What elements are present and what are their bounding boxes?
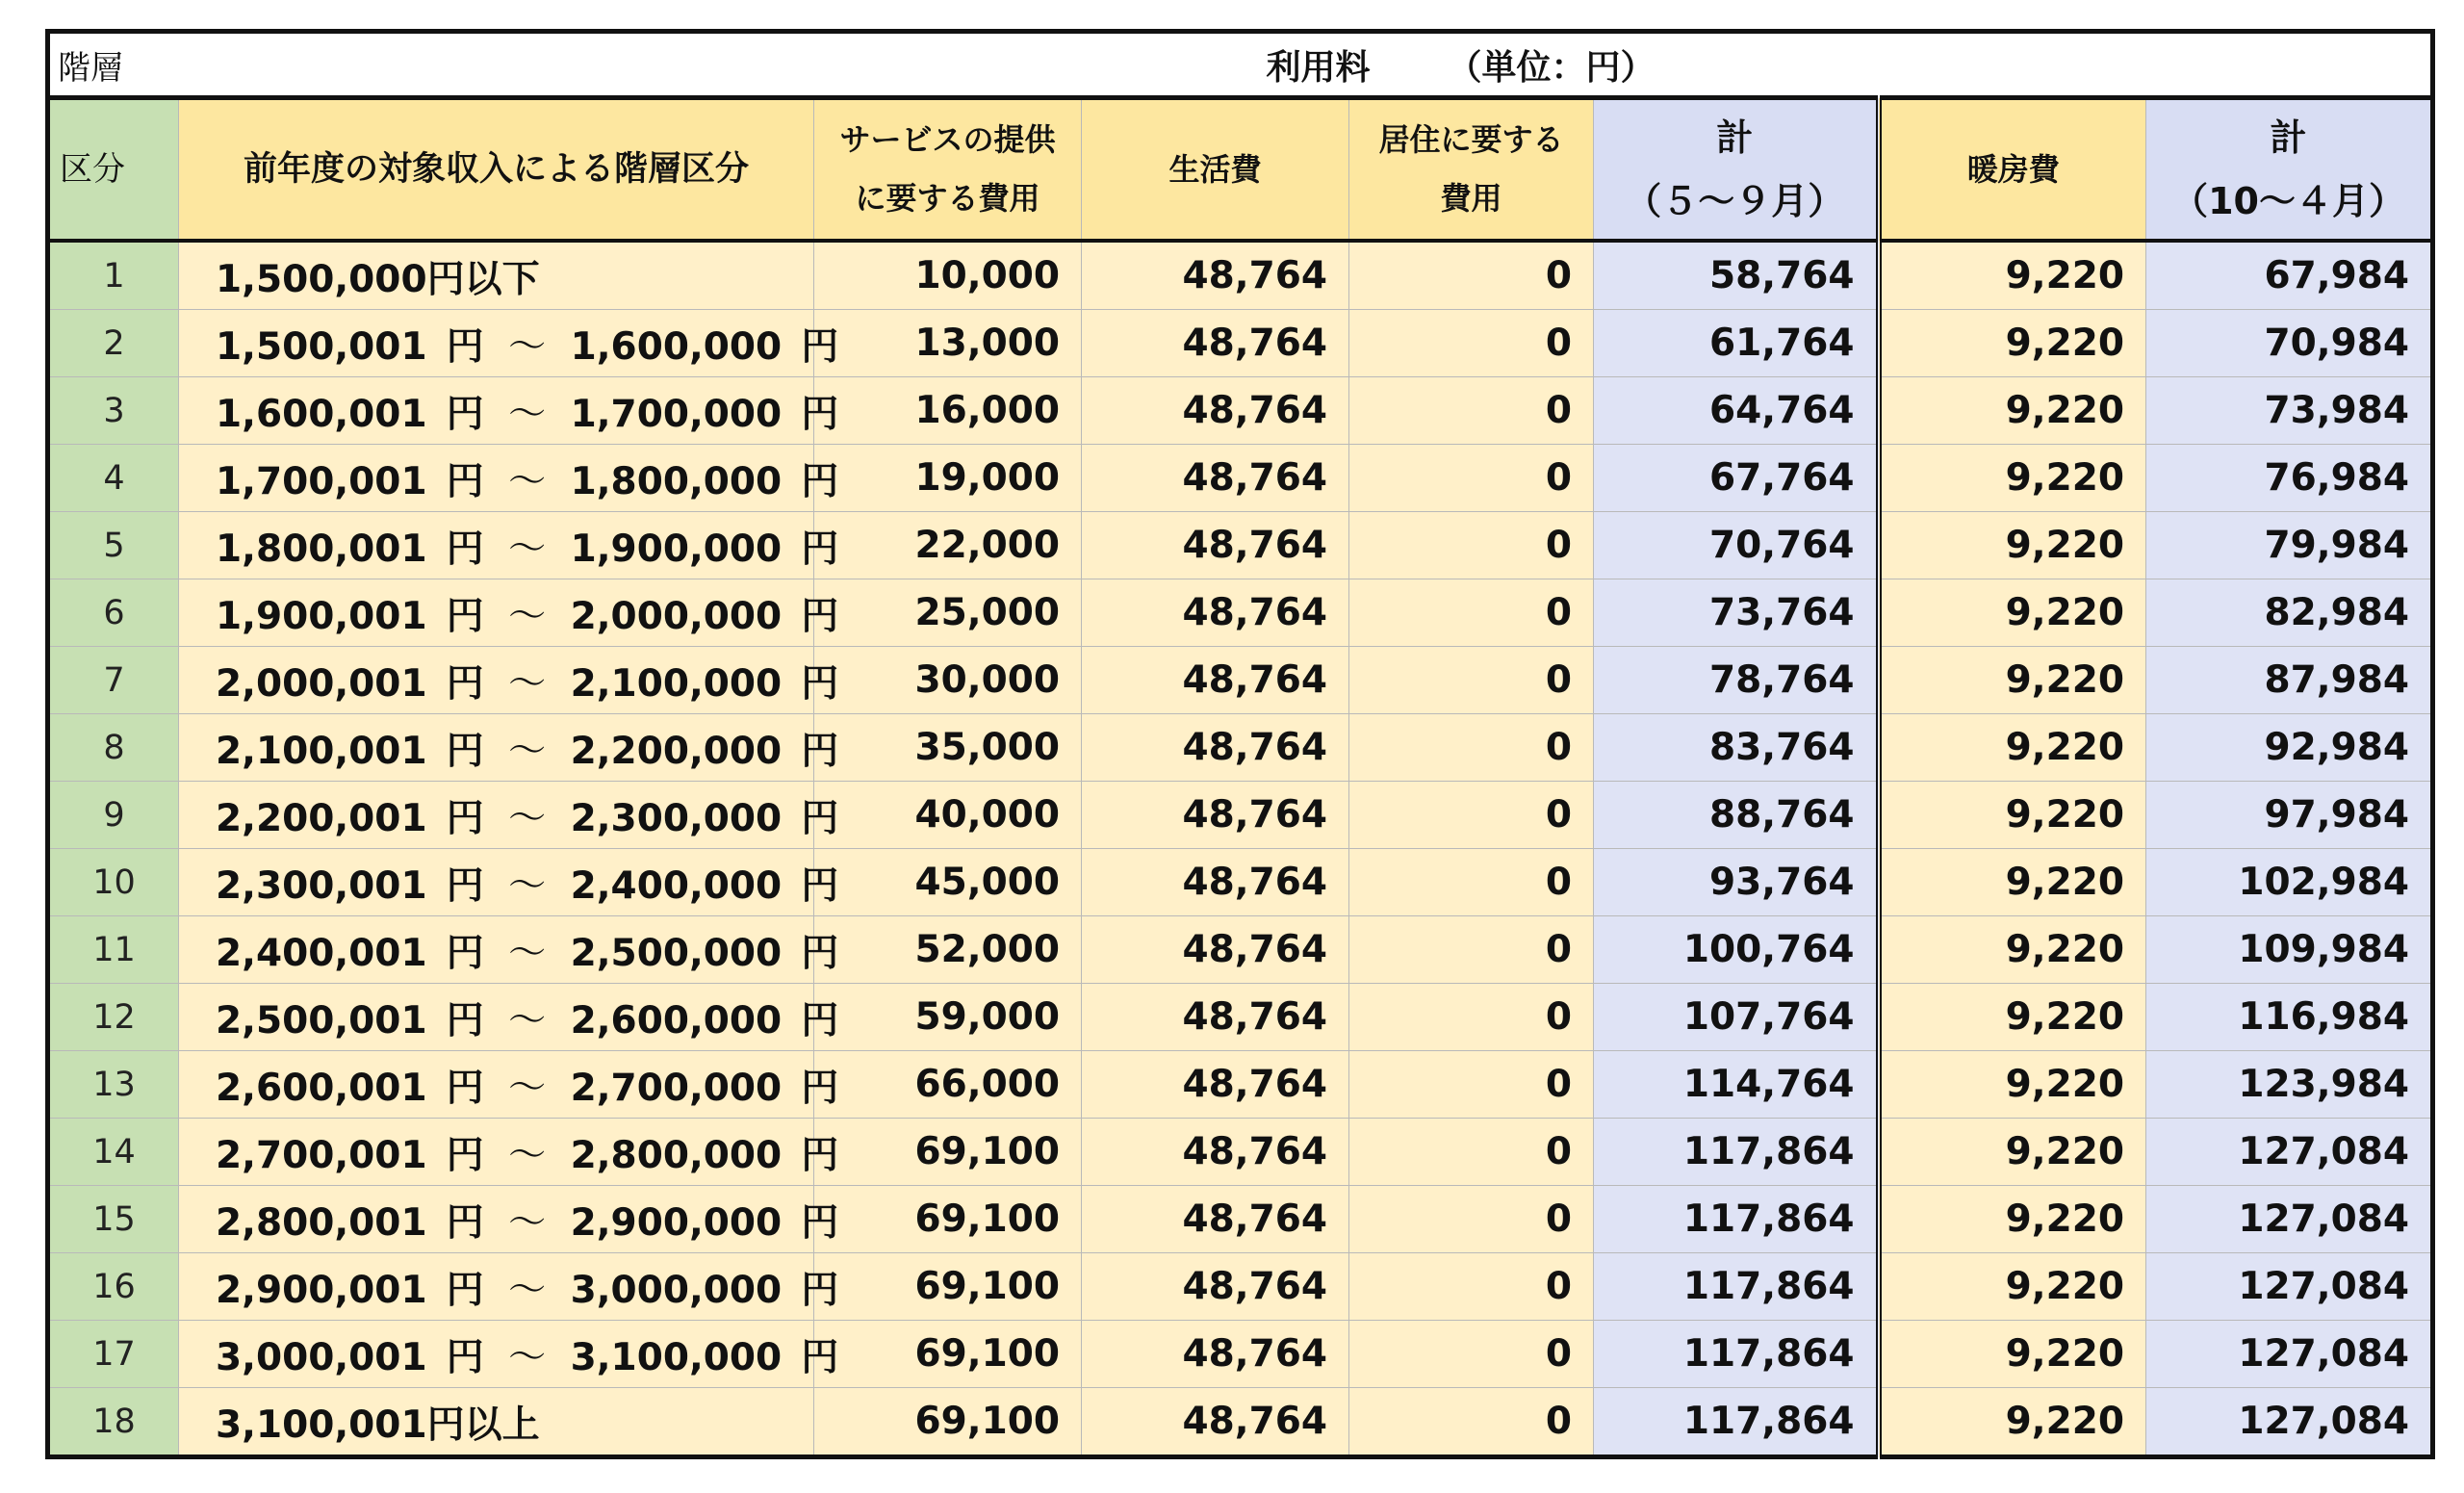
header-total-summer-line2: （５～９月） [1625,180,1845,222]
income-range-from-unit: 円 [446,796,484,840]
living-cost-cell: 48,764 [1082,849,1349,916]
total-summer-cell: 117,864 [1594,1119,1879,1186]
total-winter-cell: 127,084 [2146,1186,2433,1253]
header-living-cost: 生活費 [1082,98,1349,242]
income-range-from: 2,900,001 [216,1268,427,1312]
total-summer-cell: 88,764 [1594,782,1879,849]
living-cost-cell: 48,764 [1082,1186,1349,1253]
income-range-to: 2,600,000 [570,998,783,1043]
income-range-to: 2,000,000 [570,594,783,638]
heating-cost-cell: 9,220 [1879,714,2146,782]
table-row [48,377,2433,445]
range-tilde: ～ [508,1200,547,1245]
income-range-to-unit: 円 [801,1335,839,1379]
service-cost-cell: 59,000 [814,984,1082,1051]
living-cost-cell: 48,764 [1082,1253,1349,1321]
range-tilde: ～ [508,1268,547,1312]
housing-cost-cell: 0 [1349,310,1594,377]
income-range-text: 3,100,001円以上 [216,1403,540,1447]
income-range-from: 2,500,001 [216,998,427,1043]
total-summer-cell: 67,764 [1594,445,1879,512]
income-range-to: 3,000,000 [570,1268,783,1312]
service-cost-cell: 40,000 [814,782,1082,849]
housing-cost-cell: 0 [1349,579,1594,647]
header-total-winter-line1: 計 [2270,116,2307,159]
income-range-cell [179,1321,839,1388]
row-number: 15 [48,1186,179,1253]
housing-cost-cell: 0 [1349,1186,1594,1253]
housing-cost-cell: 0 [1349,782,1594,849]
header-service-cost [814,98,1082,242]
table-row [48,445,2433,512]
living-cost-cell: 48,764 [1082,310,1349,377]
heating-cost-cell: 9,220 [1879,1253,2146,1321]
income-range-from-unit: 円 [446,863,484,908]
income-range-cell [179,310,839,377]
income-range-from: 1,800,001 [216,527,427,571]
housing-cost-cell: 0 [1349,849,1594,916]
income-range-cell [179,916,839,984]
income-range-to-unit: 円 [801,661,839,706]
income-range-from-unit: 円 [446,1200,484,1245]
income-range-to-unit: 円 [801,392,839,436]
table-row [48,647,2433,714]
heating-cost-cell: 9,220 [1879,1388,2146,1457]
total-winter-cell: 92,984 [2146,714,2433,782]
service-cost-cell: 25,000 [814,579,1082,647]
income-range-from-unit: 円 [446,1335,484,1379]
row-number: 10 [48,849,179,916]
table-row [48,782,2433,849]
living-cost-cell: 48,764 [1082,241,1349,310]
income-range-cell [179,984,839,1051]
heating-cost-cell: 9,220 [1879,916,2146,984]
income-range-from: 1,700,001 [216,459,427,503]
service-cost-cell: 16,000 [814,377,1082,445]
income-range-cell [179,377,839,445]
service-cost-cell: 69,100 [814,1388,1082,1457]
total-summer-cell: 117,864 [1594,1253,1879,1321]
income-range-cell [179,579,839,647]
row-number: 2 [48,310,179,377]
living-cost-cell: 48,764 [1082,916,1349,984]
living-cost-cell: 48,764 [1082,782,1349,849]
header-total-winter-line2: （10～４月） [2171,180,2405,222]
range-tilde: ～ [508,594,547,638]
income-range-from-unit: 円 [446,661,484,706]
income-range-from: 1,600,001 [216,392,427,436]
row-number: 1 [48,241,179,310]
header-total-winter [2146,98,2433,242]
table-row [48,1051,2433,1119]
range-tilde: ～ [508,392,547,436]
heating-cost-cell: 9,220 [1879,241,2146,310]
service-cost-cell: 66,000 [814,1051,1082,1119]
row-number: 9 [48,782,179,849]
total-summer-cell: 78,764 [1594,647,1879,714]
income-range-to: 2,300,000 [570,796,783,840]
total-summer-cell: 70,764 [1594,512,1879,579]
title-unit-label: （単位：円） [1447,47,1656,88]
row-number: 6 [48,579,179,647]
service-cost-cell: 10,000 [814,241,1082,310]
income-range-from-unit: 円 [446,459,484,503]
table-row [48,241,2433,310]
heating-cost-cell: 9,220 [1879,512,2146,579]
row-number: 12 [48,984,179,1051]
header-housing-cost-line1: 居住に要する [1378,121,1564,159]
service-cost-cell: 69,100 [814,1253,1082,1321]
income-range-from: 1,500,001 [216,324,427,369]
heating-cost-cell: 9,220 [1879,1119,2146,1186]
housing-cost-cell: 0 [1349,1253,1594,1321]
header-income-class: 前年度の対象収入による階層区分 [179,98,814,242]
income-range-from: 2,000,001 [216,661,427,706]
heating-cost-cell: 9,220 [1879,1321,2146,1388]
total-winter-cell: 79,984 [2146,512,2433,579]
range-tilde: ～ [508,1066,547,1110]
living-cost-cell: 48,764 [1082,377,1349,445]
heating-cost-cell: 9,220 [1879,377,2146,445]
heating-cost-cell: 9,220 [1879,1186,2146,1253]
income-range-to-unit: 円 [801,594,839,638]
income-range-to-unit: 円 [801,1200,839,1245]
table-row [48,916,2433,984]
heating-cost-cell: 9,220 [1879,579,2146,647]
service-cost-cell: 13,000 [814,310,1082,377]
income-range-from-unit: 円 [446,392,484,436]
housing-cost-cell: 0 [1349,1119,1594,1186]
row-number: 16 [48,1253,179,1321]
total-summer-cell: 93,764 [1594,849,1879,916]
row-number: 17 [48,1321,179,1388]
income-range-to: 1,900,000 [570,527,783,571]
income-range-to: 1,600,000 [570,324,783,369]
income-range-from: 2,600,001 [216,1066,427,1110]
income-range-to: 2,500,000 [570,931,783,975]
total-summer-cell: 117,864 [1594,1321,1879,1388]
income-range-cell [179,1186,839,1253]
income-range-from: 2,300,001 [216,863,427,908]
header-housing-cost [1349,98,1594,242]
income-range-from: 3,000,001 [216,1335,427,1379]
table-row [48,1253,2433,1321]
housing-cost-cell: 0 [1349,1051,1594,1119]
income-range-cell [179,241,814,310]
living-cost-cell: 48,764 [1082,984,1349,1051]
total-winter-cell: 116,984 [2146,984,2433,1051]
service-cost-cell: 22,000 [814,512,1082,579]
header-heating: 暖房費 [1879,98,2146,242]
living-cost-cell: 48,764 [1082,579,1349,647]
income-range-cell [179,1051,839,1119]
row-number: 8 [48,714,179,782]
heating-cost-cell: 9,220 [1879,1051,2146,1119]
income-range-to-unit: 円 [801,931,839,975]
fee-table [45,29,2435,1459]
total-winter-cell: 87,984 [2146,647,2433,714]
income-range-to: 1,800,000 [570,459,783,503]
income-range-to-unit: 円 [801,998,839,1043]
service-cost-cell: 35,000 [814,714,1082,782]
table-row [48,849,2433,916]
table-row [48,1321,2433,1388]
table-row [48,512,2433,579]
header-service-cost-line1: サービスの提供 [839,121,1056,159]
row-number: 7 [48,647,179,714]
income-range-from-unit: 円 [446,1133,484,1177]
housing-cost-cell: 0 [1349,647,1594,714]
income-range-to-unit: 円 [801,459,839,503]
housing-cost-cell: 0 [1349,1321,1594,1388]
service-cost-cell: 69,100 [814,1321,1082,1388]
heating-cost-cell: 9,220 [1879,849,2146,916]
income-range-from: 2,400,001 [216,931,427,975]
total-summer-cell: 64,764 [1594,377,1879,445]
row-number: 5 [48,512,179,579]
header-housing-cost-line2: 費用 [1440,180,1502,217]
housing-cost-cell: 0 [1349,512,1594,579]
income-range-to-unit: 円 [801,863,839,908]
total-winter-cell: 127,084 [2146,1253,2433,1321]
range-tilde: ～ [508,324,547,369]
income-range-cell [179,782,839,849]
housing-cost-cell: 0 [1349,445,1594,512]
header-total-summer-line1: 計 [1716,116,1754,159]
income-range-to-unit: 円 [801,796,839,840]
income-range-from: 2,200,001 [216,796,427,840]
income-range-cell [179,1253,839,1321]
heating-cost-cell: 9,220 [1879,445,2146,512]
housing-cost-cell: 0 [1349,916,1594,984]
title-main-label: 利用料 [1266,47,1371,88]
range-tilde: ～ [508,527,547,571]
income-range-from-unit: 円 [446,998,484,1043]
housing-cost-cell: 0 [1349,714,1594,782]
income-range-to: 2,800,000 [570,1133,783,1177]
total-summer-cell: 73,764 [1594,579,1879,647]
total-winter-cell: 97,984 [2146,782,2433,849]
service-cost-cell: 19,000 [814,445,1082,512]
table-row [48,579,2433,647]
heating-cost-cell: 9,220 [1879,782,2146,849]
income-range-cell [179,1388,814,1457]
income-range-cell [179,647,839,714]
housing-cost-cell: 0 [1349,1388,1594,1457]
service-cost-cell: 30,000 [814,647,1082,714]
title-row [48,32,2433,98]
total-winter-cell: 76,984 [2146,445,2433,512]
housing-cost-cell: 0 [1349,241,1594,310]
income-range-to-unit: 円 [801,1133,839,1177]
housing-cost-cell: 0 [1349,984,1594,1051]
total-winter-cell: 82,984 [2146,579,2433,647]
living-cost-cell: 48,764 [1082,1321,1349,1388]
total-winter-cell: 67,984 [2146,241,2433,310]
range-tilde: ～ [508,729,547,773]
heating-cost-cell: 9,220 [1879,647,2146,714]
income-range-from-unit: 円 [446,324,484,369]
income-range-from-unit: 円 [446,527,484,571]
total-winter-cell: 73,984 [2146,377,2433,445]
table-row [48,310,2433,377]
range-tilde: ～ [508,1133,547,1177]
range-tilde: ～ [508,459,547,503]
total-summer-cell: 83,764 [1594,714,1879,782]
range-tilde: ～ [508,998,547,1043]
income-range-to: 2,400,000 [570,863,783,908]
living-cost-cell: 48,764 [1082,512,1349,579]
range-tilde: ～ [508,1335,547,1379]
income-range-text: 1,500,000円以下 [216,257,540,301]
income-range-to: 2,100,000 [570,661,783,706]
income-range-to: 3,100,000 [570,1335,783,1379]
header-service-cost-line2: に要する費用 [855,180,1040,217]
income-range-cell [179,1119,839,1186]
total-summer-cell: 61,764 [1594,310,1879,377]
table-row [48,714,2433,782]
range-tilde: ～ [508,796,547,840]
income-range-to-unit: 円 [801,729,839,773]
income-range-to: 2,700,000 [570,1066,783,1110]
total-winter-cell: 102,984 [2146,849,2433,916]
income-range-cell [179,849,839,916]
table-title [179,32,2433,98]
total-summer-cell: 58,764 [1594,241,1879,310]
header-row [48,98,2433,242]
total-winter-cell: 109,984 [2146,916,2433,984]
living-cost-cell: 48,764 [1082,1051,1349,1119]
row-number: 13 [48,1051,179,1119]
service-cost-cell: 69,100 [814,1186,1082,1253]
total-summer-cell: 117,864 [1594,1186,1879,1253]
heating-cost-cell: 9,220 [1879,310,2146,377]
table-row [48,1119,2433,1186]
range-tilde: ～ [508,931,547,975]
header-total-summer [1594,98,1879,242]
range-tilde: ～ [508,863,547,908]
title-corner-label: 階層 [48,32,179,98]
heating-cost-cell: 9,220 [1879,984,2146,1051]
income-range-to-unit: 円 [801,1066,839,1110]
row-number: 3 [48,377,179,445]
total-summer-cell: 100,764 [1594,916,1879,984]
row-number: 18 [48,1388,179,1457]
table-row [48,984,2433,1051]
living-cost-cell: 48,764 [1082,647,1349,714]
income-range-from-unit: 円 [446,729,484,773]
income-range-from: 2,700,001 [216,1133,427,1177]
total-summer-cell: 117,864 [1594,1388,1879,1457]
service-cost-cell: 52,000 [814,916,1082,984]
income-range-from: 1,900,001 [216,594,427,638]
table-row [48,1388,2433,1457]
table-row [48,1186,2433,1253]
total-winter-cell: 70,984 [2146,310,2433,377]
total-summer-cell: 107,764 [1594,984,1879,1051]
total-winter-cell: 127,084 [2146,1119,2433,1186]
service-cost-cell: 69,100 [814,1119,1082,1186]
total-winter-cell: 123,984 [2146,1051,2433,1119]
income-range-from: 2,100,001 [216,729,427,773]
row-number: 14 [48,1119,179,1186]
income-range-from: 2,800,001 [216,1200,427,1245]
income-range-from-unit: 円 [446,1066,484,1110]
living-cost-cell: 48,764 [1082,714,1349,782]
income-range-to: 1,700,000 [570,392,783,436]
income-range-to-unit: 円 [801,324,839,369]
total-winter-cell: 127,084 [2146,1388,2433,1457]
income-range-cell [179,512,839,579]
housing-cost-cell: 0 [1349,377,1594,445]
row-number: 11 [48,916,179,984]
income-range-to-unit: 円 [801,527,839,571]
row-number: 4 [48,445,179,512]
income-range-cell [179,445,839,512]
income-range-to: 2,200,000 [570,729,783,773]
header-kubun: 区分 [48,98,179,242]
income-range-to-unit: 円 [801,1268,839,1312]
range-tilde: ～ [508,661,547,706]
living-cost-cell: 48,764 [1082,1388,1349,1457]
income-range-from-unit: 円 [446,594,484,638]
total-summer-cell: 114,764 [1594,1051,1879,1119]
income-range-to: 2,900,000 [570,1200,783,1245]
living-cost-cell: 48,764 [1082,445,1349,512]
income-range-from-unit: 円 [446,931,484,975]
total-winter-cell: 127,084 [2146,1321,2433,1388]
service-cost-cell: 45,000 [814,849,1082,916]
income-range-cell [179,714,839,782]
living-cost-cell: 48,764 [1082,1119,1349,1186]
income-range-from-unit: 円 [446,1268,484,1312]
